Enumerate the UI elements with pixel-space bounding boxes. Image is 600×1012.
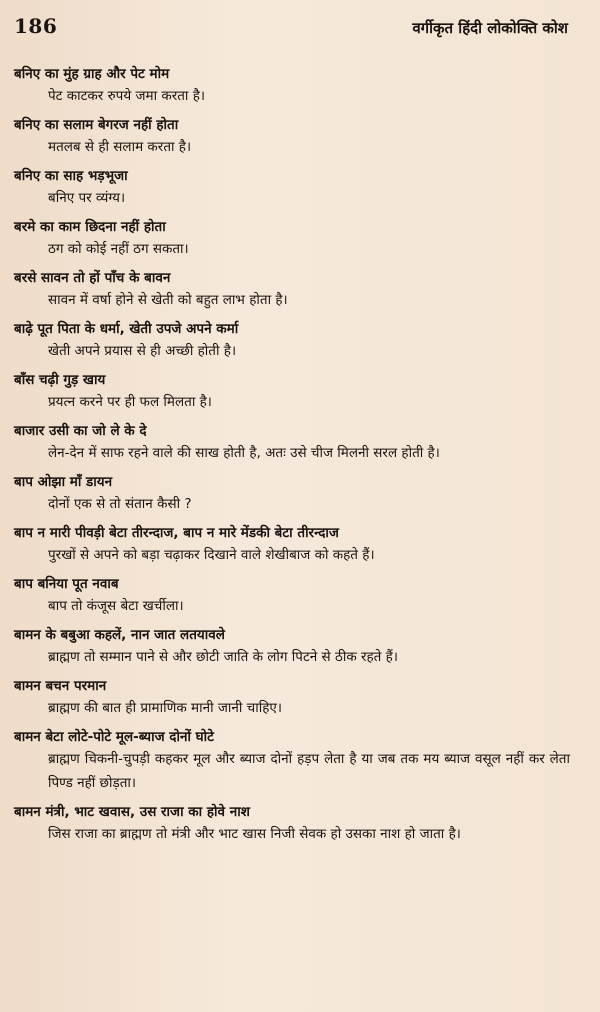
proverb-meaning: सावन में वर्षा होने से खेती को बहुत लाभ होता है। [48, 292, 288, 308]
page-number: 186 [14, 14, 58, 38]
proverb-entry [14, 472, 570, 516]
proverb-headword: बामन के बबुआ कहलें, नान जात लतयावले [14, 627, 225, 643]
proverb-headword: बाजार उसी का जो ले के दे [14, 423, 147, 439]
proverb-entry [14, 523, 570, 567]
proverb-headword: बामन बचन परमान [14, 678, 107, 694]
proverb-headword: बरमे का काम छिदना नहीं होता [14, 219, 166, 235]
proverb-meaning: पेट काटकर रुपये जमा करता है। [48, 88, 206, 104]
proverb-entry [14, 727, 570, 795]
proverb-headword: बाप बनिया पूत नवाब [14, 576, 119, 592]
page-header [14, 14, 570, 50]
proverb-entry [14, 421, 570, 465]
proverb-headword: बनिए का सलाम बेगरज नहीं होता [14, 117, 179, 133]
proverb-headword: बामन मंत्री, भाट खवास, उस राजा का होवे नाश [14, 804, 250, 820]
proverb-headword: बाप न मारी पीवड़ी बेटा तीरन्दाज, बाप न मारे मेंडकी बेटा तीरन्दाज [14, 525, 339, 541]
proverb-entry [14, 115, 570, 159]
proverb-entries [14, 64, 570, 846]
proverb-meaning: बाप तो कंजूस बेटा खर्चीला। [48, 598, 184, 614]
proverb-meaning: प्रयत्न करने पर ही फल मिलता है। [48, 394, 212, 410]
proverb-entry [14, 676, 570, 720]
proverb-meaning: दोनों एक से तो संतान कैसी ? [48, 496, 192, 512]
proverb-headword: बाँस चढ़ी गुड़ खाय [14, 372, 106, 388]
proverb-meaning: पुरखों से अपने को बड़ा चढ़ाकर दिखाने वाले शेखीबाज को कहते हैं। [48, 547, 375, 563]
proverb-headword: बाप ओझा माँ डायन [14, 474, 113, 490]
proverb-meaning: ठग को कोई नहीं ठग सकता। [48, 241, 189, 257]
proverb-headword: बनिए का मुंह ग्राह और पेट मोम [14, 66, 170, 82]
proverb-headword: बाढ़े पूत पिता के धर्मा, खेती उपजे अपने कर्मा [14, 321, 239, 337]
proverb-entry [14, 574, 570, 618]
proverb-entry [14, 625, 570, 669]
proverb-meaning: ब्राह्मण की बात ही प्रामाणिक मानी जानी चाहिए। [48, 700, 282, 716]
proverb-headword: बामन बेटा लोटे-पोटे मूल-ब्याज दोनों घोटे [14, 729, 214, 745]
proverb-entry [14, 166, 570, 210]
proverb-entry [14, 370, 570, 414]
proverb-meaning: जिस राजा का ब्राह्मण तो मंत्री और भाट खास निजी सेवक हो उसका नाश हो जाता है। [48, 826, 461, 842]
proverb-meaning: मतलब से ही सलाम करता है। [48, 139, 192, 155]
proverb-headword: बनिए का साह भड़भूजा [14, 168, 128, 184]
proverb-entry [14, 217, 570, 261]
proverb-meaning: ब्राह्मण चिकनी-चुपड़ी कहकर मूल और ब्याज दोनों हड़प लेता है या जब तक मय ब्याज वसूल नहीं कर लेता पिण्ड नहीं छोड़ता। [48, 751, 570, 791]
proverb-entry [14, 268, 570, 312]
proverb-headword: बरसे सावन तो हों पाँच के बावन [14, 270, 171, 286]
proverb-entry [14, 319, 570, 363]
proverb-meaning: खेती अपने प्रयास से ही अच्छी होती है। [48, 343, 237, 359]
proverb-meaning: बनिए पर व्यंग्य। [48, 190, 126, 206]
proverb-entry [14, 64, 570, 108]
proverb-meaning: ब्राह्मण तो सम्मान पाने से और छोटी जाति के लोग पिटने से ठीक रहते हैं। [48, 649, 398, 665]
running-title: वर्गीकृत हिंदी लोकोक्ति कोश [412, 19, 568, 37]
proverb-meaning: लेन-देन में साफ रहने वाले की साख होती है, अतः उसे चीज मिलनी सरल होती है। [48, 445, 440, 461]
proverb-entry [14, 802, 570, 846]
